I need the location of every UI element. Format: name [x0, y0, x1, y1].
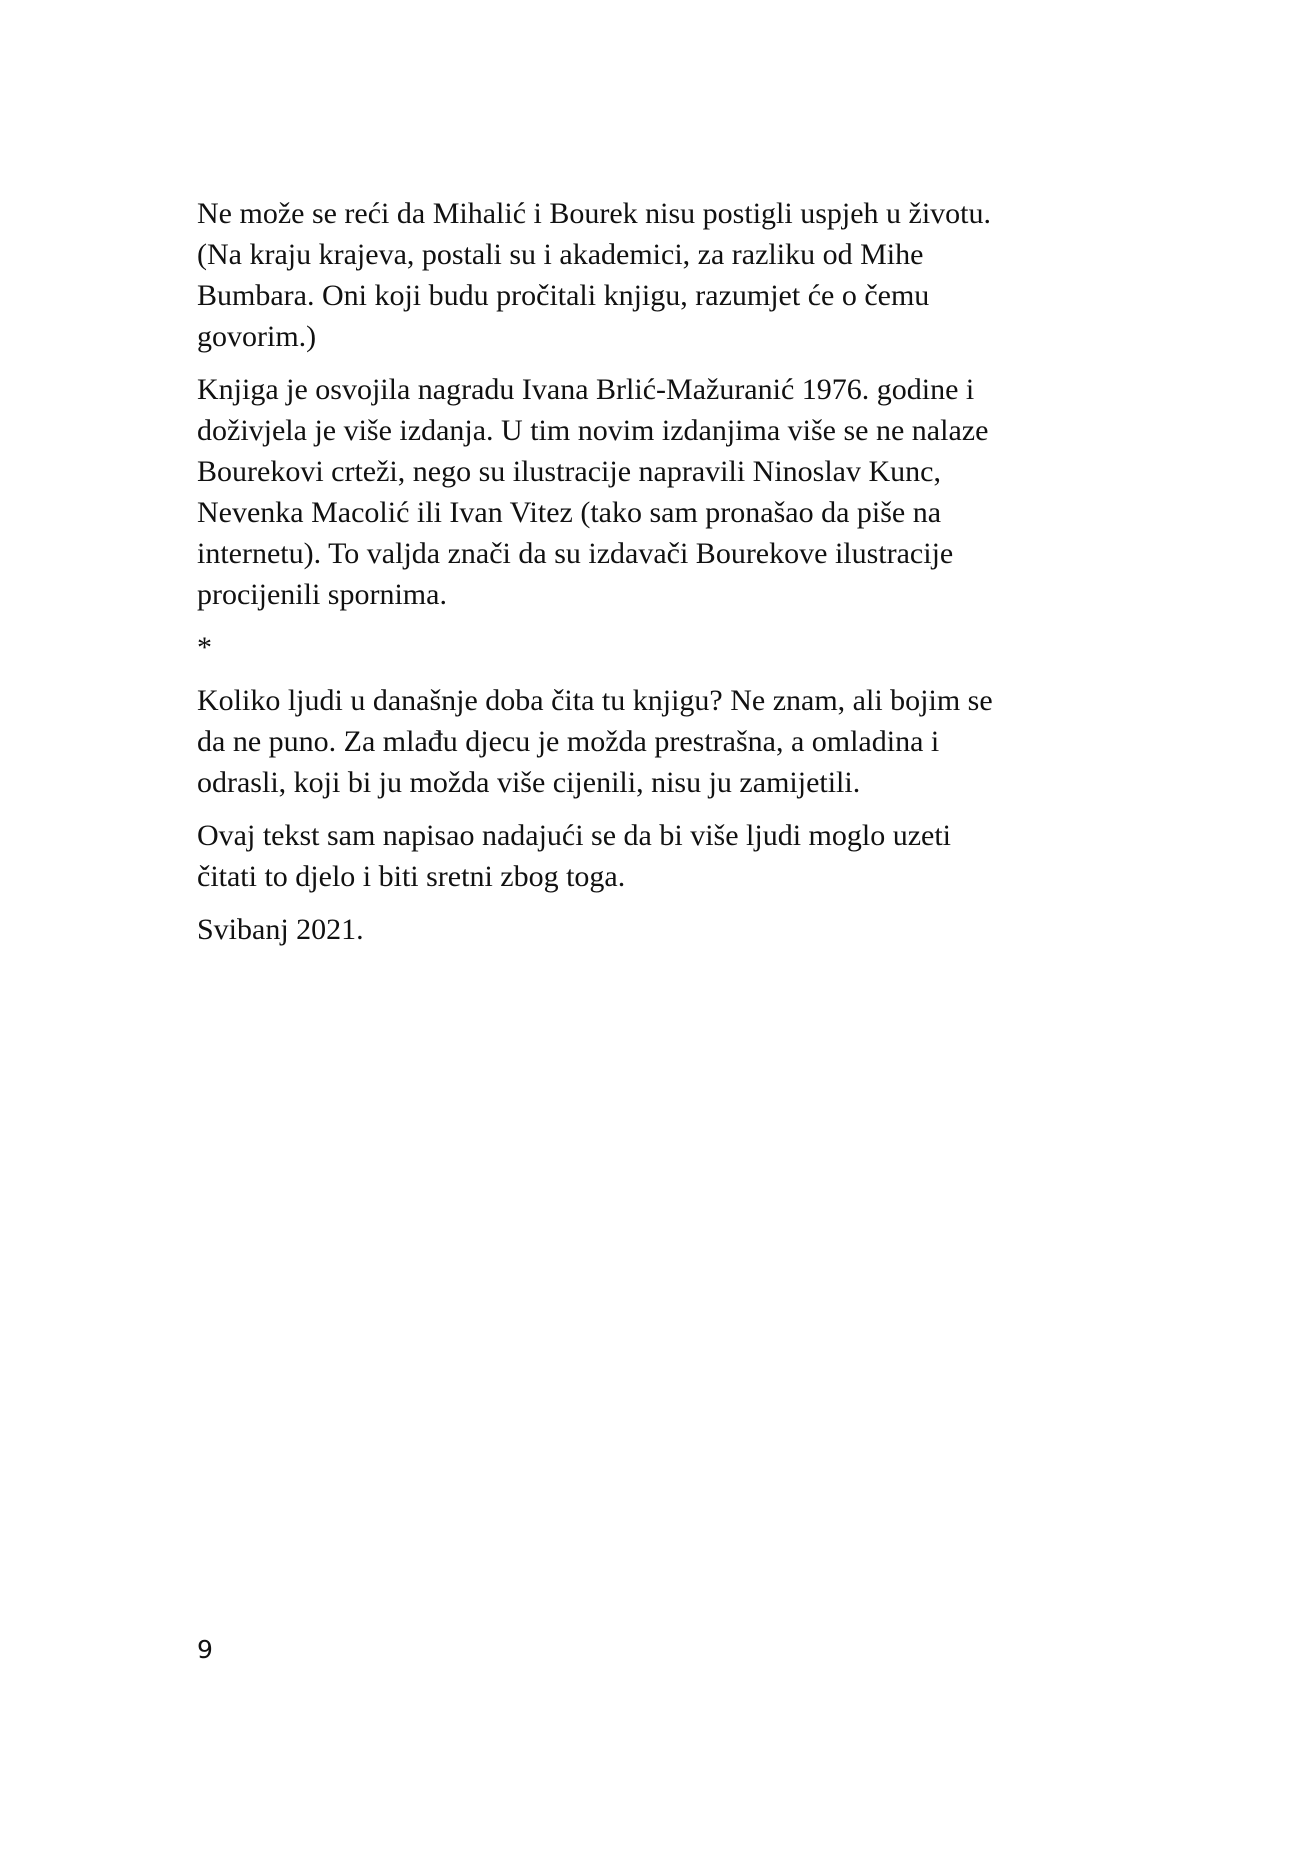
paragraph-4: Ovaj tekst sam napisao nadajući se da bi više ljudi moglo uzeti čitati to djelo i biti sretni zbog toga. [197, 819, 951, 893]
page-number: 9 [197, 1635, 213, 1664]
paragraph-3: Koliko ljudi u današnje doba čita tu knjigu? Ne znam, ali bojim se da ne puno. Za mlađu djecu je možda prestrašna, a omladina i odrasli, koji bi ju možda više cijenili, nisu ju zamijetili. [197, 684, 993, 799]
date-line: Svibanj 2021. [197, 913, 364, 946]
paragraph-1: Ne može se reći da Mihalić i Bourek nisu postigli uspjeh u životu. (Na kraju krajeva, postali su i akademici, za razliku od Mihe Bumbara. Oni koji budu pročitali knjigu, razumjet će o čemu govorim.) [197, 197, 992, 353]
section-separator: * [197, 631, 212, 664]
paragraph-2: Knjiga je osvojila nagradu Ivana Brlić-Mažuranić 1976. godine i doživjela je više izdanja. U tim novim izdanjima više se ne nalaze Bourekovi crteži, nego su ilustracije napravili Ninoslav Kunc, Nevenka Macolić ili Ivan Vitez (tako sam pronašao da piše na internetu). To valjda znači da su izdavači Bourekove ilustracije procijenili spornima. [197, 373, 989, 611]
body-text [197, 193, 1157, 962]
